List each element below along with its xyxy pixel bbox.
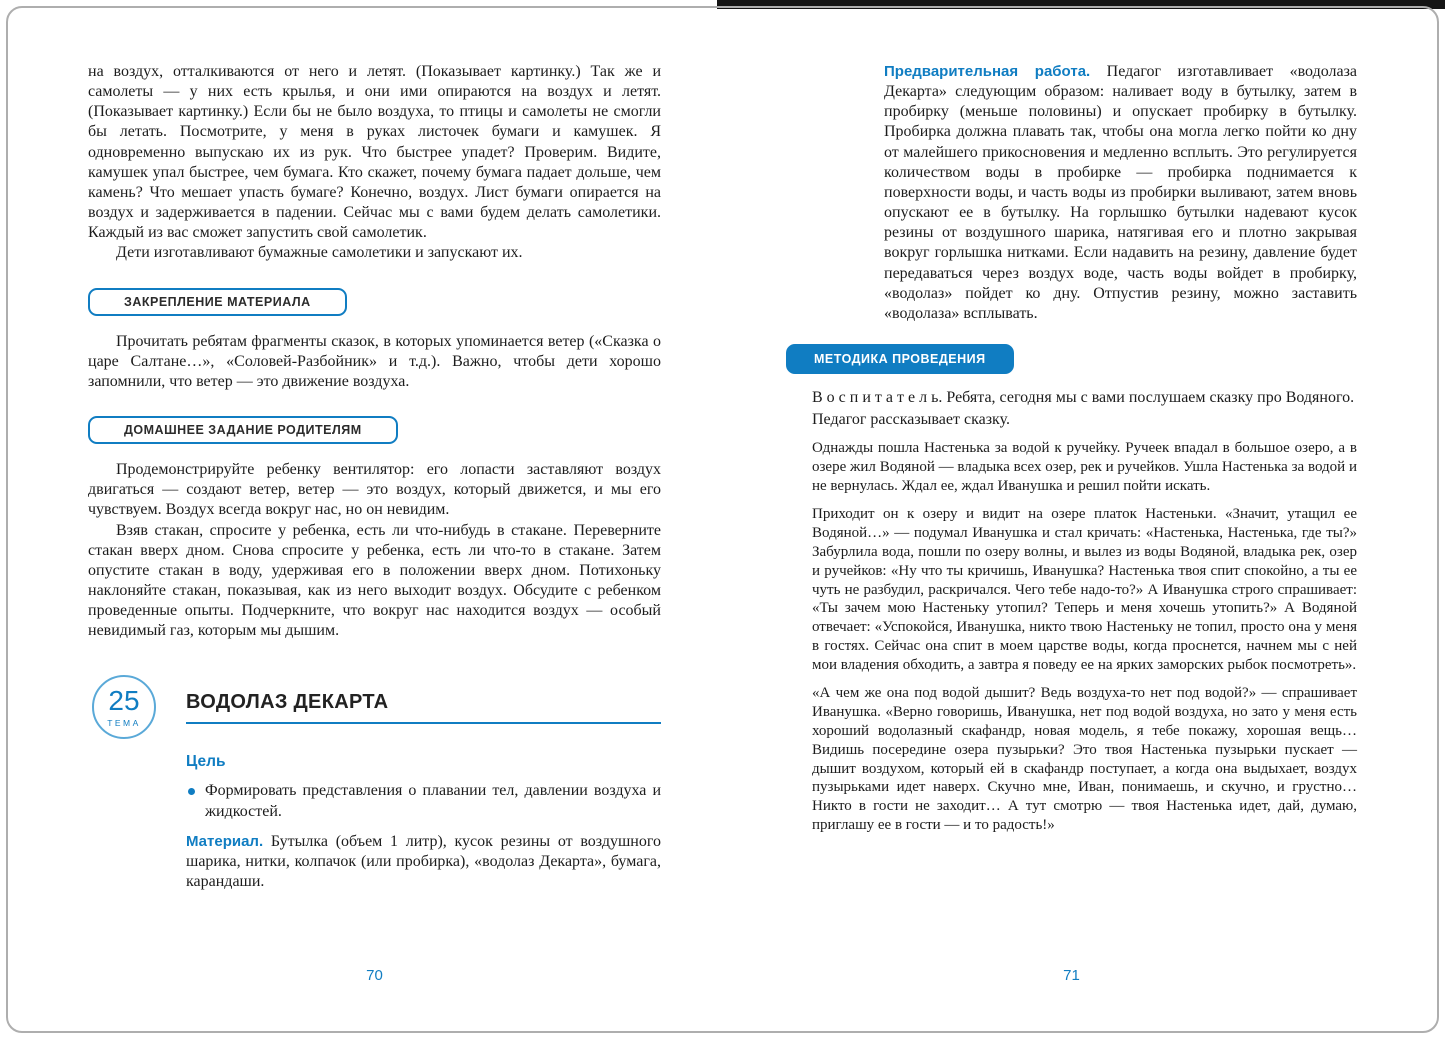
goal-heading: Цель (186, 753, 226, 771)
section-label-method-text: МЕТОДИКА ПРОВЕДЕНИЯ (814, 352, 986, 367)
paragraph-kids-planes: Дети изготавливают бумажные самолетики и запускают их. (116, 244, 523, 262)
section-label-reinforcement-text: ЗАКРЕПЛЕНИЕ МАТЕРИАЛА (124, 294, 311, 309)
topic-title-wrap (186, 691, 661, 724)
topic-number-badge (92, 675, 156, 739)
goal-bullet-item (186, 781, 661, 821)
topic-number-label: ТЕМА (107, 717, 141, 728)
prep-work-section (884, 62, 1357, 324)
paragraph-air-intro: на воздух, отталкиваются от него и летят. (Показывает картинку.) Так же и самолеты — у них есть крылья, и они ими опираются на воздух и летят. (Показывает картинку.) Если бы не было воздуха, то птицы и самолеты не смогли бы летать. Посмотрите, у меня в руках листочек бумаги и камушек. Я одновременно выпускаю их из рук. Что быстрее упадет? Проверим. Видите, камушек упал быстрее, чем бумага. Кто скажет, почему бумага падает дольше, чем камень? Что мешает упасть бумаге? Конечно, воздух. Лист бумаги опирается на воздух и задерживается в падении. Сейчас мы с вами будем делать самолетики. Каждый из вас сможет запустить свой самолетик. (88, 63, 661, 242)
topic-title-rule (186, 722, 661, 724)
topic-25-section (107, 675, 662, 892)
prep-work-paragraph (884, 62, 1357, 324)
top-black-bar (717, 0, 1445, 9)
topic-header (90, 675, 661, 739)
teacher-role-label: В о с п и т а т е л ь. (812, 389, 943, 407)
section-label-homework-text: ДОМАШНЕЕ ЗАДАНИЕ РОДИТЕЛЯМ (124, 423, 362, 438)
story-paragraph-2: Приходит он к озеру и видит на озере платок Настеньки. «Значит, утащил ее Водяной…» — подумал Иванушка и стал кричать: «Настенька, Настенька, где ты?» Забурлила вода, пошли по озеру волны, и вылез из воды Водяной, владыка рек, озер и ручейков: «Ну что ты кричишь, Иванушка? Настенька твоя спит спокойно, а ты ее чуть не разбудил, раскричался. Чего тебе надо-то?» А Иванушка строго спрашивает: «Ты зачем мою Настеньку утопил? Теперь и меня хочешь утопить?» А Водяной отвечает: «Успокойся, Иванушка, никто твою Настеньку не топил, просто она у меня в гостях. Сейчас она спит в моем царстве воды, когда проснется, начнем мы с ней мои владения обходить, а завтра я поведу ее на ярких заморских рыбок посмотреть». (812, 506, 1357, 674)
section-label-method (786, 344, 1014, 374)
page-71 (786, 62, 1357, 984)
prep-work-label: Предварительная работа. (884, 63, 1091, 80)
material-label: Материал. (186, 832, 264, 850)
narrator-line: Педагог рассказывает сказку. (812, 411, 1010, 429)
section-label-homework (88, 416, 398, 444)
material-paragraph (186, 832, 661, 892)
paragraph-tales: Прочитать ребятам фрагменты сказок, в которых упоминается ветер («Сказка о царе Салтане…», «Соловей-Разбойник» и т.д.). Важно, чтобы дети хорошо запомнили, что ветер — это движение воздуха. (88, 332, 661, 390)
goal-text: Формировать представления о плавании тел, давлении воздуха и жидкостей. (205, 782, 661, 820)
section-label-reinforcement (88, 288, 347, 316)
material-text: Бутылка (объем 1 литр), кусок резины от воздушного шарика, нитки, колпачок (или пробирка), «водолаз Декарта», бумага, карандаши. (186, 832, 662, 891)
story-paragraph-1: Однажды пошла Настенька за водой к ручейку. Ручеек впадал в большое озеро, а в озере жил Водяной — владыка всех озер, рек и ручейков. Ушла Настенька за водой и не вернулась. Ждал ее, ждал Иванушка и решил пойти искать. (812, 440, 1357, 495)
prep-work-text: Педагог изготавливает «водолаза Декарта» следующим образом: наливает воду в бутылку, затем в пробирку (меньше половины) и опускает пробирку в бутылку. Пробирка должна плавать так, чтобы она могла легко пойти ко дну от малейшего прикосновения и медленно всплыть. Это регулируется количеством воды в пробирке — пробирка поднимается к поверхности воды, и часть воды из пробирки выливают, затем вновь опускают ее в бутылку. На горлышко бутылки надевают кусок резины от воздушного шарика, натягивая его и плотно закрывая вокруг горлышка нитками. Если надавить на резину, давление будет передаваться через воздух воде, часть воды войдет в пробирку, «водолаз» пойдет ко дну. Отпустив резину, можно заставить «водолаза» всплывать. (884, 63, 1357, 322)
topic-number: 25 (108, 684, 140, 716)
page-70 (88, 62, 661, 984)
page-number-70: 70 (366, 967, 383, 984)
topic-title: ВОДОЛАЗ ДЕКАРТА (186, 690, 389, 713)
page-number-71: 71 (1063, 967, 1080, 984)
bullet-dot-icon (188, 788, 195, 795)
teacher-dialog-text: Ребята, сегодня мы с вами послушаем сказку про Водяного. (946, 389, 1355, 407)
paragraph-fan: Продемонстрируйте ребенку вентилятор: его лопасти заставляют воздух двигаться — создают ветер, ветер — это воздух, который движется, и мы его чувствуем. Воздух всегда вокруг нас, но он невидим. (88, 461, 661, 519)
story-paragraph-3: «А чем же она под водой дышит? Ведь воздуха-то нет под водой?» — спрашивает Иванушка. «Верно говоришь, Иванушка, нет под водой воздуха, но зато у меня есть хороший водолазный скафандр, новая модель, я тебе покажу, хорошая вещь… Видишь посередине озера пузырьки? Это твоя Настенька пузырьки пускает — дышит воздухом, который ей в скафандр поступает, а когда она выдыхает, воздух пузырьками идет наверх. Скучно мне, Иван, понимаешь, и скучно, и грустно… Никто в гости не заходит… А тут смотрю — твоя Настенька идет, дай, думаю, приглашу ее в гости — и то радость!» (812, 685, 1357, 834)
paragraph-glass-experiment: Взяв стакан, спросите у ребенка, есть ли что-нибудь в стакане. Переверните стакан вверх дном. Снова спросите у ребенка, есть ли что-то в стакане. Затем опустите стакан в воду, удерживая его в положении вверх дном. Потихоньку наклоняйте стакан, показывая, как из него выходит воздух. Обсудите с ребенком проведенные опыты. Подчеркните, что вокруг нас находится воздух — особый невидимый газ, которым мы дышим. (88, 521, 661, 640)
teacher-dialog-paragraph (786, 388, 1357, 408)
